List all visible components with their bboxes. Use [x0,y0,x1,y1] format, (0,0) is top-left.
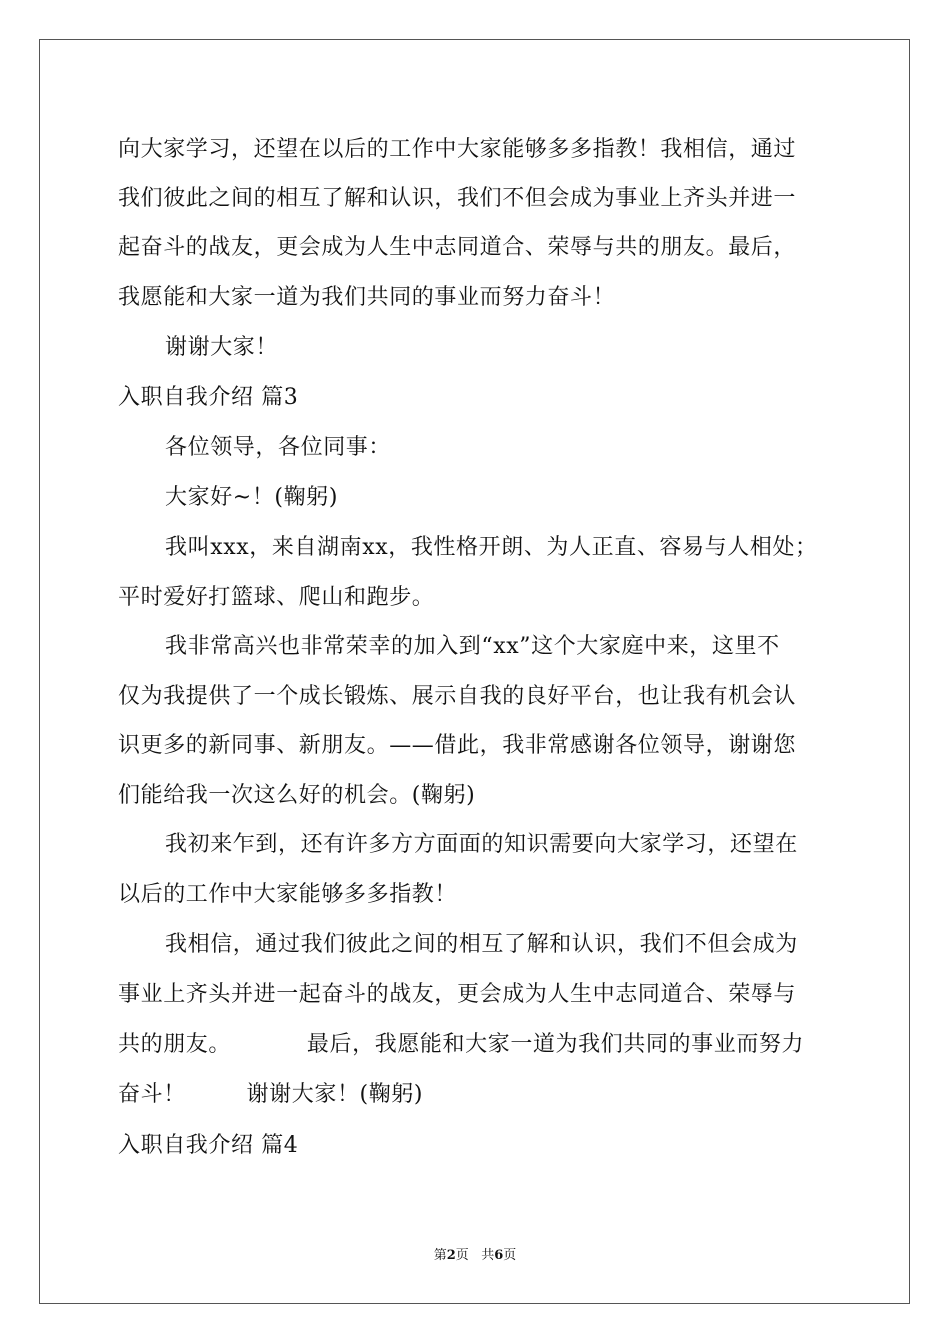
footer-page-word: 页 [455,1248,469,1263]
footer-prefix: 第 [433,1248,447,1263]
body-text-line: 我初来乍到，还有许多方方面面的知识需要向大家学习，还望在 [165,832,798,857]
footer-total-pages: 6 [494,1248,504,1263]
body-text-line: 们能给我一次这么好的机会。(鞠躬) [118,783,476,808]
body-text-line: 识更多的新同事、新朋友。——借此，我非常感谢各位领导，谢谢您 [118,733,797,758]
body-text-line: 我相信，通过我们彼此之间的相互了解和认识，我们不但会成为 [165,932,798,957]
body-text-line: 奋斗！ 谢谢大家！(鞠躬) [118,1082,424,1107]
body-text-line: 仅为我提供了一个成长锻炼、展示自我的良好平台，也让我有机会认 [118,684,797,709]
body-text-line: 起奋斗的战友，更会成为人生中志同道合、荣辱与共的朋友。最后， [118,235,797,260]
body-text-line: 事业上齐头并进一起奋斗的战友，更会成为人生中志同道合、荣辱与 [118,982,797,1007]
body-text-line: 共的朋友。 最后，我愿能和大家一道为我们共同的事业而努力 [118,1032,805,1057]
body-text-line: 大家好~！(鞠躬) [165,485,338,510]
footer-total-prefix: 共 [481,1248,495,1263]
body-text-line: 我非常高兴也非常荣幸的加入到“xx”这个大家庭中来，这里不 [165,634,780,659]
page-border [39,39,910,1304]
footer-current-page: 2 [446,1248,456,1263]
page-footer [0,1244,950,1263]
footer-total-suffix: 页 [503,1248,517,1263]
body-text-line: 我愿能和大家一道为我们共同的事业而努力奋斗！ [118,285,616,310]
body-text-line: 我叫xxx，来自湖南xx，我性格开朗、为人正直、容易与人相处； [165,535,818,560]
body-text-line: 各位领导，各位同事： [165,435,392,460]
section-heading: 入职自我介绍 篇3 [118,385,299,410]
section-heading: 入职自我介绍 篇4 [118,1133,299,1158]
body-text-line: 以后的工作中大家能够多多指教！ [118,882,458,907]
body-text-line: 谢谢大家！ [165,335,279,360]
body-text-line: 向大家学习，还望在以后的工作中大家能够多多指教！我相信，通过 [118,137,797,162]
body-text-line: 平时爱好打篮球、爬山和跑步。 [118,585,435,610]
body-text-line: 我们彼此之间的相互了解和认识，我们不但会成为事业上齐头并进一 [118,186,797,211]
